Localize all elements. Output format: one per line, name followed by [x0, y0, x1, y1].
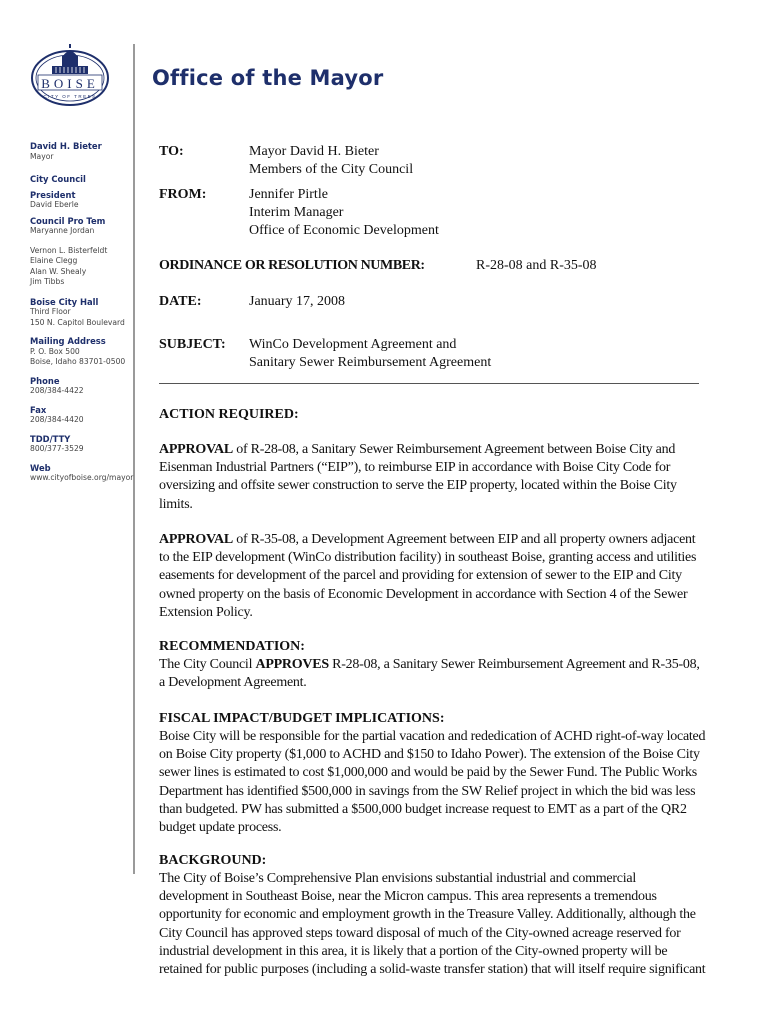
- council-member: Jim Tibbs: [30, 277, 65, 286]
- council-member: Elaine Clegg: [30, 256, 78, 265]
- city-hall-line: 150 N. Capitol Boulevard: [30, 317, 125, 327]
- to-line: Mayor David H. Bieter: [249, 144, 379, 159]
- tdd-heading: TDD/TTY: [30, 433, 71, 444]
- action-required-heading: ACTION REQUIRED:: [159, 407, 299, 422]
- web-heading: Web: [30, 462, 51, 473]
- city-hall-line: Third Floor: [30, 307, 71, 316]
- president-name: David Eberle: [30, 200, 79, 209]
- fax-heading: Fax: [30, 404, 47, 415]
- background-paragraph: The City of Boise’s Comprehensive Plan envisions substantial industrial and commercial development in Southeast Boise, near the Micron campus. This area represents a tremendous opportunity for economic and employment growth in the Treasure Valley. Additionally, although the City Council has approved steps toward disposal of much of the City-owned acreage reserved for industrial development in this area, it is likely that a portion of the City-owned property will be retained for public purposes (including a solid-waste transfer station) that will itself require significant: [159, 871, 706, 978]
- recommendation-post: R-28-08, a Sanitary Sewer Reimbursement Agreement and R-35-08, a Development Agreement.: [159, 657, 700, 691]
- approval-lead: APPROVAL: [159, 532, 233, 547]
- city-hall-heading: Boise City Hall: [30, 296, 99, 307]
- ordinance-value: R-28-08 and R-35-08: [476, 258, 597, 273]
- date-label: DATE:: [159, 294, 202, 309]
- recommendation-paragraph: [159, 656, 707, 692]
- sidebar: [30, 141, 134, 492]
- date-value: January 17, 2008: [249, 294, 346, 309]
- web-link[interactable]: www.cityofboise.org/mayor: [30, 473, 134, 482]
- from-label: FROM:: [159, 187, 207, 202]
- approval-text: of R-35-08, a Development Agreement between EIP and all property owners adjacent to the EIP development (WinCo distribution facility) in southeast Boise, granting access and utilities easements for development of the parcel and providing for extension of sewer to the EIP and City owned property on the basis of Economic Development in accordance with Section 4 of the Sewer Extension Policy.: [159, 532, 697, 620]
- boise-seal-logo: [30, 44, 110, 106]
- recommendation-pre: The City Council: [159, 657, 256, 672]
- from-line: Jennifer Pirtle: [249, 187, 328, 202]
- to-line: Members of the City Council: [249, 162, 414, 177]
- tdd-number: 800/377-3529: [30, 444, 84, 453]
- mayor-name: David H. Bieter: [30, 141, 102, 151]
- from-line: Interim Manager: [249, 205, 344, 220]
- subject-label: SUBJECT:: [159, 337, 226, 352]
- from-line: Office of Economic Development: [249, 223, 439, 238]
- subject-line: Sanitary Sewer Reimbursement Agreement: [249, 355, 492, 370]
- phone-number: 208/384-4422: [30, 386, 84, 395]
- mailing-line: Boise, Idaho 83701-0500: [30, 357, 126, 366]
- mailing-line: P. O. Box 500: [30, 346, 80, 356]
- seal-subtitle-text: CITY OF TREES: [43, 94, 97, 99]
- approval-lead: APPROVAL: [159, 442, 233, 457]
- office-heading: Office of the Mayor: [152, 66, 384, 90]
- fax-number: 208/384-4420: [30, 415, 84, 424]
- background-heading: BACKGROUND:: [159, 853, 267, 868]
- mayor-title: Mayor: [30, 151, 54, 161]
- council-member: Vernon L. Bisterfeldt: [30, 245, 108, 255]
- recommendation-bold: APPROVES: [255, 657, 329, 672]
- council-heading: City Council: [30, 174, 86, 184]
- ordinance-label: ORDINANCE OR RESOLUTION NUMBER:: [159, 258, 425, 273]
- president-heading: President: [30, 189, 76, 200]
- fiscal-heading: FISCAL IMPACT/BUDGET IMPLICATIONS:: [159, 711, 445, 726]
- header-divider: [159, 383, 699, 384]
- fiscal-paragraph: Boise City will be responsible for the partial vacation and rededication of ACHD right-of-way located on Boise City property ($1,000 to ACHD and $150 to Idaho Power). The extension of the Boise City sewer lines is estimated to cost $1,000,000 and would be paid by the Sewer Fund. The Public Works Department has identified $500,000 in savings from the SW Relief project in which the bid was less than budgeted. PW has submitted a $500,000 budget increase request to EMT as a part of the QR2 budget update process.: [159, 729, 706, 836]
- to-label: TO:: [159, 144, 184, 159]
- recommendation-heading: RECOMMENDATION:: [159, 639, 305, 654]
- mailing-heading: Mailing Address: [30, 336, 106, 346]
- subject-line: WinCo Development Agreement and: [249, 337, 457, 352]
- phone-heading: Phone: [30, 375, 60, 386]
- approval-text: of R-28-08, a Sanitary Sewer Reimbursement Agreement between Boise City and Eisenman Industrial Partners (“EIP”), to reimburse EIP in accordance with Boise City Code for oversizing and offsite sewer construction to serve the EIP property, located within the Boise City limits.: [159, 442, 677, 512]
- council-member: Alan W. Shealy: [30, 266, 87, 276]
- approval-paragraph-1: [159, 441, 707, 514]
- pro-tem-heading: Council Pro Tem: [30, 215, 106, 226]
- approval-paragraph-2: [159, 531, 707, 622]
- pro-tem-name: Maryanne Jordan: [30, 226, 95, 235]
- seal-city-text: BOISE: [41, 76, 99, 91]
